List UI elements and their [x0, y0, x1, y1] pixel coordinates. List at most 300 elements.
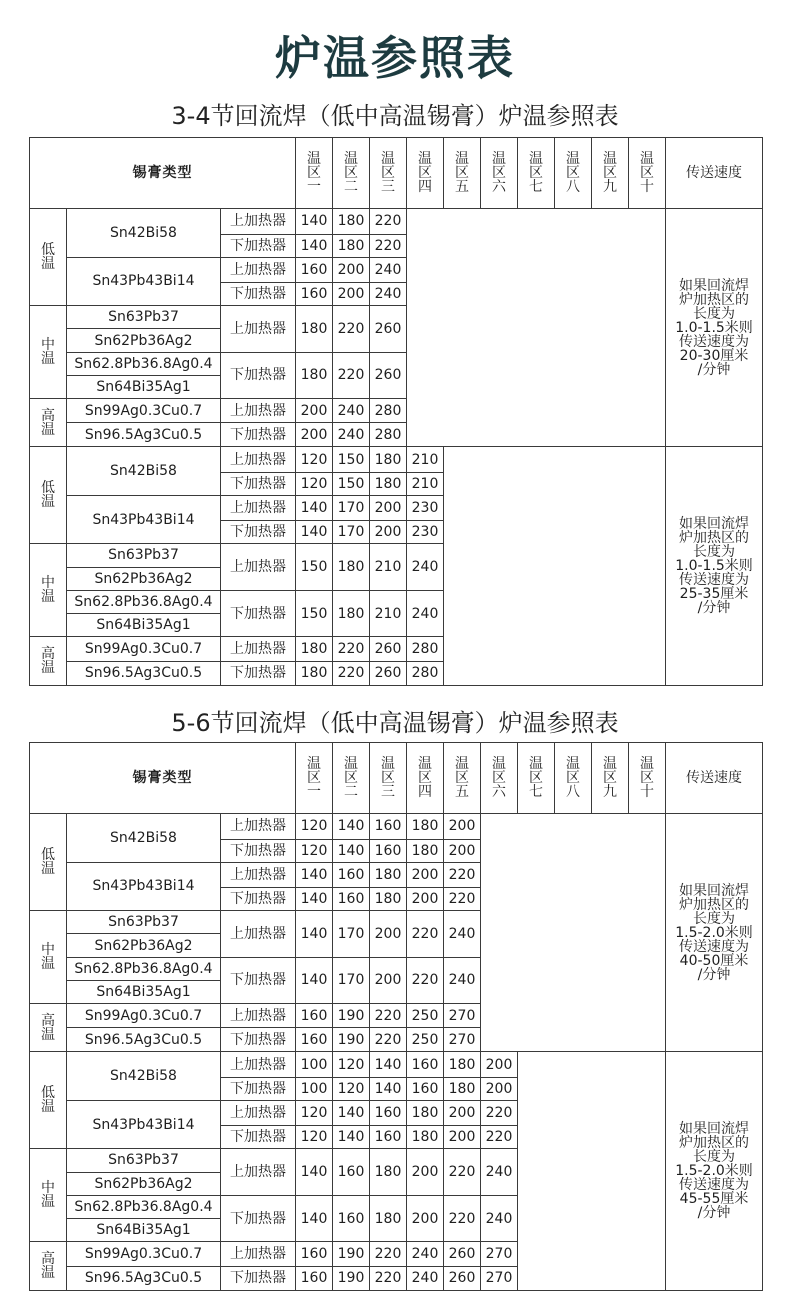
- zone-header-char: 六: [492, 179, 507, 195]
- zone-header: [592, 743, 629, 814]
- temperature-value: 190: [333, 1028, 370, 1052]
- paste-name: Sn96.5Ag3Cu0.5: [67, 1266, 221, 1290]
- category-cell: [30, 910, 67, 1003]
- zone-header-char: 十: [640, 179, 655, 195]
- temperature-value: 260: [444, 1242, 481, 1266]
- category-cell: [30, 544, 67, 637]
- temperature-value: 140: [296, 910, 333, 957]
- temperature-value: 240: [333, 423, 370, 447]
- temperature-value: 140: [296, 209, 333, 235]
- temperature-value: 180: [296, 637, 333, 661]
- category-char: 温: [41, 955, 55, 972]
- reference-table: [29, 137, 763, 686]
- temperature-value: 250: [407, 1004, 444, 1028]
- temperature-value: 280: [370, 423, 407, 447]
- temperature-value: 160: [296, 282, 333, 305]
- speed-note-line: 长度为: [693, 305, 736, 322]
- temperature-value: 180: [370, 1196, 407, 1242]
- zone-header-char: 区: [307, 165, 322, 181]
- temperature-value: 260: [444, 1266, 481, 1290]
- paste-name: Sn99Ag0.3Cu0.7: [67, 1004, 221, 1028]
- temperature-value: 200: [444, 814, 481, 840]
- zone-header-char: 八: [566, 784, 581, 800]
- speed-note: [666, 447, 763, 685]
- temperature-value: 140: [296, 521, 333, 544]
- temperature-value: 240: [370, 282, 407, 305]
- zone-header-char: 七: [529, 179, 544, 195]
- temperature-value: 160: [407, 1052, 444, 1078]
- temperature-value: 150: [333, 447, 370, 473]
- temperature-value: 240: [481, 1196, 518, 1242]
- temperature-value: 220: [481, 1126, 518, 1149]
- temperature-value: 120: [296, 447, 333, 473]
- heater-label: 上加热器: [221, 447, 296, 473]
- header-speed: 传送速度: [666, 743, 763, 814]
- zone-header-char: 八: [566, 179, 581, 195]
- speed-note-line: 如果回流焊: [679, 1121, 750, 1138]
- zone-header-char: 温: [381, 756, 396, 772]
- category-cell: [30, 305, 67, 398]
- temperature-value: 140: [333, 814, 370, 840]
- category-char: 低: [41, 241, 55, 258]
- zone-header: [555, 743, 592, 814]
- category-cell: [30, 1242, 67, 1290]
- zone-header: [333, 743, 370, 814]
- temperature-value: 200: [370, 957, 407, 1003]
- speed-note-line: 长度为: [693, 544, 736, 561]
- temperature-value: 140: [296, 1196, 333, 1242]
- temperature-value: 240: [407, 1242, 444, 1266]
- temperature-value: 160: [296, 1242, 333, 1266]
- temperature-value: 150: [296, 591, 333, 637]
- section-title: 5-6节回流焊（低中高温锡膏）炉温参照表: [171, 709, 619, 737]
- zone-header-char: 温: [566, 756, 581, 772]
- temperature-value: 200: [296, 399, 333, 423]
- temperature-value: 100: [296, 1052, 333, 1078]
- heater-label: 下加热器: [221, 282, 296, 305]
- category-cell: [30, 1149, 67, 1242]
- zone-header-char: 温: [529, 151, 544, 167]
- zone-header-char: 温: [492, 151, 507, 167]
- zone-header: [481, 743, 518, 814]
- paste-name: Sn42Bi58: [67, 447, 221, 496]
- speed-note-line: 45-55厘米: [679, 1191, 749, 1208]
- temperature-value: 180: [370, 447, 407, 473]
- zone-header-char: 区: [344, 165, 359, 181]
- empty-zone-area: [444, 447, 666, 685]
- heater-label: 下加热器: [221, 472, 296, 495]
- temperature-value: 160: [333, 1149, 370, 1196]
- heater-label: 上加热器: [221, 544, 296, 591]
- zone-header-char: 温: [640, 151, 655, 167]
- category-char: 温: [41, 1026, 55, 1043]
- page-title: 炉温参照表: [275, 31, 515, 85]
- speed-note-line: 传送速度为: [679, 1177, 750, 1194]
- temperature-value: 190: [333, 1242, 370, 1266]
- category-cell: [30, 1052, 67, 1149]
- temperature-value: 200: [370, 910, 407, 957]
- speed-note-line: 炉加热区的: [679, 896, 750, 913]
- temperature-value: 240: [370, 257, 407, 282]
- category-cell: [30, 637, 67, 685]
- temperature-value: 180: [444, 1052, 481, 1078]
- temperature-value: 270: [481, 1242, 518, 1266]
- temperature-value: 240: [444, 910, 481, 957]
- temperature-value: 100: [296, 1077, 333, 1100]
- heater-label: 上加热器: [221, 910, 296, 957]
- speed-note-line: /分钟: [697, 966, 731, 983]
- zone-header-char: 六: [492, 784, 507, 800]
- category-char: 温: [41, 660, 55, 677]
- temperature-value: 240: [407, 591, 444, 637]
- zone-header-char: 九: [603, 784, 618, 800]
- zone-header: [444, 743, 481, 814]
- temperature-value: 240: [444, 957, 481, 1003]
- heater-label: 下加热器: [221, 957, 296, 1003]
- zone-header-char: 区: [418, 165, 433, 181]
- temperature-value: 160: [333, 1196, 370, 1242]
- zone-header: [370, 138, 407, 209]
- paste-name: Sn96.5Ag3Cu0.5: [67, 661, 221, 685]
- paste-name: Sn43Pb43Bi14: [67, 496, 221, 544]
- header-speed: 传送速度: [666, 138, 763, 209]
- temperature-value: 150: [296, 544, 333, 591]
- heater-label: 上加热器: [221, 862, 296, 887]
- temperature-value: 120: [333, 1052, 370, 1078]
- temperature-value: 220: [444, 1149, 481, 1196]
- speed-note-line: 炉加热区的: [679, 1135, 750, 1152]
- zone-header-char: 区: [418, 770, 433, 786]
- speed-note-line: 炉加热区的: [679, 291, 750, 308]
- paste-name: Sn43Pb43Bi14: [67, 862, 221, 910]
- category-char: 温: [41, 421, 55, 438]
- speed-note-line: 20-30厘米: [679, 347, 749, 364]
- temperature-value: 180: [444, 1077, 481, 1100]
- category-char: 低: [41, 480, 55, 497]
- zone-header-char: 十: [640, 784, 655, 800]
- speed-note-line: 40-50厘米: [679, 952, 749, 969]
- paste-name: Sn63Pb37: [67, 305, 221, 329]
- temperature-value: 210: [407, 447, 444, 473]
- zone-header-char: 温: [307, 151, 322, 167]
- temperature-value: 180: [407, 1101, 444, 1126]
- paste-name: Sn99Ag0.3Cu0.7: [67, 637, 221, 661]
- temperature-value: 180: [370, 1149, 407, 1196]
- zone-header-char: 温: [344, 151, 359, 167]
- paste-name: Sn62Pb36Ag2: [67, 934, 221, 958]
- zone-header-char: 区: [640, 165, 655, 181]
- category-char: 低: [41, 1085, 55, 1102]
- zone-header-char: 温: [418, 756, 433, 772]
- temperature-value: 120: [333, 1077, 370, 1100]
- temperature-value: 200: [370, 496, 407, 521]
- temperature-value: 150: [333, 472, 370, 495]
- temperature-value: 220: [370, 209, 407, 235]
- zone-header-char: 五: [455, 784, 470, 800]
- zone-header-char: 七: [529, 784, 544, 800]
- zone-header-char: 区: [455, 770, 470, 786]
- zone-header-char: 区: [307, 770, 322, 786]
- paste-name: Sn62Pb36Ag2: [67, 567, 221, 591]
- heater-label: 上加热器: [221, 1101, 296, 1126]
- speed-note-line: 传送速度为: [679, 572, 750, 589]
- heater-label: 下加热器: [221, 1028, 296, 1052]
- reference-table: [29, 742, 763, 1291]
- temperature-value: 140: [296, 234, 333, 257]
- paste-name: Sn63Pb37: [67, 910, 221, 934]
- zone-header-char: 温: [455, 756, 470, 772]
- speed-note-line: 如果回流焊: [679, 882, 750, 899]
- temperature-value: 180: [296, 661, 333, 685]
- table-row: [30, 447, 763, 473]
- zone-header-char: 温: [603, 756, 618, 772]
- zone-header: [296, 743, 333, 814]
- temperature-value: 140: [296, 862, 333, 887]
- heater-label: 下加热器: [221, 591, 296, 637]
- speed-note: [666, 1052, 763, 1290]
- zone-header: [481, 138, 518, 209]
- zone-header-char: 四: [418, 784, 433, 800]
- temperature-value: 160: [333, 887, 370, 910]
- temperature-value: 280: [407, 661, 444, 685]
- temperature-value: 220: [370, 1004, 407, 1028]
- temperature-value: 170: [333, 957, 370, 1003]
- temperature-value: 120: [296, 839, 333, 862]
- temperature-value: 200: [444, 1126, 481, 1149]
- category-cell: [30, 814, 67, 911]
- heater-label: 下加热器: [221, 234, 296, 257]
- temperature-value: 240: [407, 1266, 444, 1290]
- temperature-value: 170: [333, 496, 370, 521]
- temperature-value: 160: [370, 814, 407, 840]
- temperature-value: 230: [407, 521, 444, 544]
- heater-label: 上加热器: [221, 305, 296, 352]
- category-char: 高: [41, 646, 55, 663]
- temperature-value: 260: [370, 352, 407, 398]
- paste-name: Sn62.8Pb36.8Ag0.4: [67, 1196, 221, 1219]
- speed-note-line: 25-35厘米: [679, 586, 749, 603]
- paste-name: Sn62.8Pb36.8Ag0.4: [67, 352, 221, 375]
- temperature-value: 200: [444, 839, 481, 862]
- temperature-value: 180: [296, 352, 333, 398]
- paste-name: Sn64Bi35Ag1: [67, 376, 221, 399]
- category-char: 温: [41, 255, 55, 272]
- category-char: 低: [41, 846, 55, 863]
- temperature-value: 200: [444, 1101, 481, 1126]
- heater-label: 下加热器: [221, 423, 296, 447]
- temperature-value: 220: [481, 1101, 518, 1126]
- speed-note-line: 长度为: [693, 910, 736, 927]
- temperature-value: 160: [370, 1101, 407, 1126]
- temperature-value: 140: [333, 1126, 370, 1149]
- zone-header: [407, 138, 444, 209]
- zone-header: [296, 138, 333, 209]
- empty-zone-area: [518, 1052, 666, 1290]
- temperature-value: 200: [333, 257, 370, 282]
- paste-name: Sn99Ag0.3Cu0.7: [67, 1242, 221, 1266]
- temperature-value: 190: [333, 1266, 370, 1290]
- temperature-value: 220: [444, 862, 481, 887]
- paste-name: Sn64Bi35Ag1: [67, 1219, 221, 1242]
- temperature-value: 180: [407, 814, 444, 840]
- temperature-value: 240: [481, 1149, 518, 1196]
- zone-header-char: 五: [455, 179, 470, 195]
- temperature-value: 180: [333, 209, 370, 235]
- temperature-value: 180: [370, 862, 407, 887]
- speed-note-line: 1.0-1.5米则: [675, 319, 753, 336]
- temperature-value: 260: [370, 661, 407, 685]
- heater-label: 上加热器: [221, 496, 296, 521]
- temperature-value: 180: [333, 591, 370, 637]
- zone-header: [333, 138, 370, 209]
- temperature-value: 160: [296, 1266, 333, 1290]
- heater-label: 下加热器: [221, 887, 296, 910]
- temperature-value: 160: [296, 1028, 333, 1052]
- zone-header: [444, 138, 481, 209]
- temperature-value: 120: [296, 814, 333, 840]
- zone-header-char: 三: [381, 179, 396, 195]
- category-cell: [30, 1004, 67, 1052]
- zone-header: [407, 743, 444, 814]
- zone-header-char: 区: [603, 165, 618, 181]
- temperature-value: 220: [333, 637, 370, 661]
- zone-header: [629, 138, 666, 209]
- category-char: 温: [41, 860, 55, 877]
- temperature-value: 220: [370, 234, 407, 257]
- zone-header-char: 温: [640, 756, 655, 772]
- heater-label: 下加热器: [221, 1196, 296, 1242]
- temperature-value: 220: [407, 957, 444, 1003]
- zone-header-char: 区: [640, 770, 655, 786]
- zone-header-char: 温: [344, 756, 359, 772]
- zone-header: [629, 743, 666, 814]
- paste-name: Sn96.5Ag3Cu0.5: [67, 423, 221, 447]
- category-cell: [30, 399, 67, 447]
- category-char: 温: [41, 1265, 55, 1282]
- temperature-value: 140: [296, 496, 333, 521]
- temperature-value: 180: [296, 305, 333, 352]
- temperature-value: 220: [333, 661, 370, 685]
- temperature-value: 220: [370, 1266, 407, 1290]
- heater-label: 上加热器: [221, 1004, 296, 1028]
- category-cell: [30, 447, 67, 544]
- temperature-value: 140: [333, 1101, 370, 1126]
- zone-header-char: 区: [529, 770, 544, 786]
- temperature-value: 200: [296, 423, 333, 447]
- zone-header-char: 区: [529, 165, 544, 181]
- temperature-value: 220: [444, 887, 481, 910]
- empty-zone-area: [481, 814, 666, 1052]
- heater-label: 下加热器: [221, 1077, 296, 1100]
- heater-label: 上加热器: [221, 1149, 296, 1196]
- speed-note: [666, 814, 763, 1052]
- temperature-value: 180: [370, 887, 407, 910]
- speed-note: [666, 209, 763, 447]
- temperature-value: 140: [296, 957, 333, 1003]
- table-row: [30, 209, 763, 235]
- speed-note-line: 炉加热区的: [679, 530, 750, 547]
- zone-header-char: 温: [566, 151, 581, 167]
- category-char: 温: [41, 589, 55, 606]
- temperature-value: 170: [333, 910, 370, 957]
- temperature-value: 160: [407, 1077, 444, 1100]
- temperature-value: 200: [407, 862, 444, 887]
- zone-header-char: 区: [566, 165, 581, 181]
- speed-note-line: /分钟: [697, 600, 731, 617]
- paste-name: Sn43Pb43Bi14: [67, 257, 221, 305]
- temperature-value: 120: [296, 1126, 333, 1149]
- zone-header-char: 温: [418, 151, 433, 167]
- paste-name: Sn96.5Ag3Cu0.5: [67, 1028, 221, 1052]
- empty-zone-area: [407, 209, 666, 447]
- temperature-value: 140: [370, 1052, 407, 1078]
- temperature-value: 240: [407, 544, 444, 591]
- paste-name: Sn62Pb36Ag2: [67, 329, 221, 353]
- zone-header-char: 九: [603, 179, 618, 195]
- zone-header-char: 区: [566, 770, 581, 786]
- temperature-value: 170: [333, 521, 370, 544]
- temperature-value: 140: [296, 1149, 333, 1196]
- category-cell: [30, 209, 67, 306]
- zone-header-char: 三: [381, 784, 396, 800]
- temperature-value: 140: [296, 887, 333, 910]
- temperature-value: 260: [370, 637, 407, 661]
- paste-name: Sn63Pb37: [67, 1149, 221, 1173]
- heater-label: 上加热器: [221, 209, 296, 235]
- category-char: 中: [41, 941, 55, 958]
- temperature-value: 240: [333, 399, 370, 423]
- heater-label: 下加热器: [221, 839, 296, 862]
- category-char: 中: [41, 1180, 55, 1197]
- temperature-value: 200: [481, 1052, 518, 1078]
- speed-note-line: 如果回流焊: [679, 277, 750, 294]
- temperature-value: 200: [333, 282, 370, 305]
- category-char: 温: [41, 494, 55, 511]
- heater-label: 上加热器: [221, 1242, 296, 1266]
- temperature-value: 250: [407, 1028, 444, 1052]
- paste-name: Sn62.8Pb36.8Ag0.4: [67, 591, 221, 614]
- zone-header-char: 温: [603, 151, 618, 167]
- zone-header: [518, 743, 555, 814]
- category-char: 温: [41, 1099, 55, 1116]
- temperature-value: 220: [370, 1242, 407, 1266]
- temperature-value: 230: [407, 496, 444, 521]
- category-char: 温: [41, 350, 55, 367]
- heater-label: 上加热器: [221, 399, 296, 423]
- temperature-value: 210: [370, 591, 407, 637]
- heater-label: 下加热器: [221, 661, 296, 685]
- zone-header-char: 区: [603, 770, 618, 786]
- zone-header: [555, 138, 592, 209]
- category-char: 中: [41, 336, 55, 353]
- table-row: [30, 1052, 763, 1078]
- temperature-value: 120: [296, 1101, 333, 1126]
- temperature-value: 210: [370, 544, 407, 591]
- zone-header: [518, 138, 555, 209]
- temperature-value: 160: [296, 1004, 333, 1028]
- temperature-value: 180: [370, 472, 407, 495]
- heater-label: 下加热器: [221, 1266, 296, 1290]
- paste-name: Sn63Pb37: [67, 544, 221, 568]
- temperature-value: 180: [407, 1126, 444, 1149]
- speed-note-line: /分钟: [697, 361, 731, 378]
- paste-name: Sn42Bi58: [67, 209, 221, 258]
- category-char: 高: [41, 407, 55, 424]
- zone-header-char: 区: [492, 165, 507, 181]
- zone-header-char: 区: [492, 770, 507, 786]
- zone-header-char: 区: [381, 770, 396, 786]
- category-char: 温: [41, 1194, 55, 1211]
